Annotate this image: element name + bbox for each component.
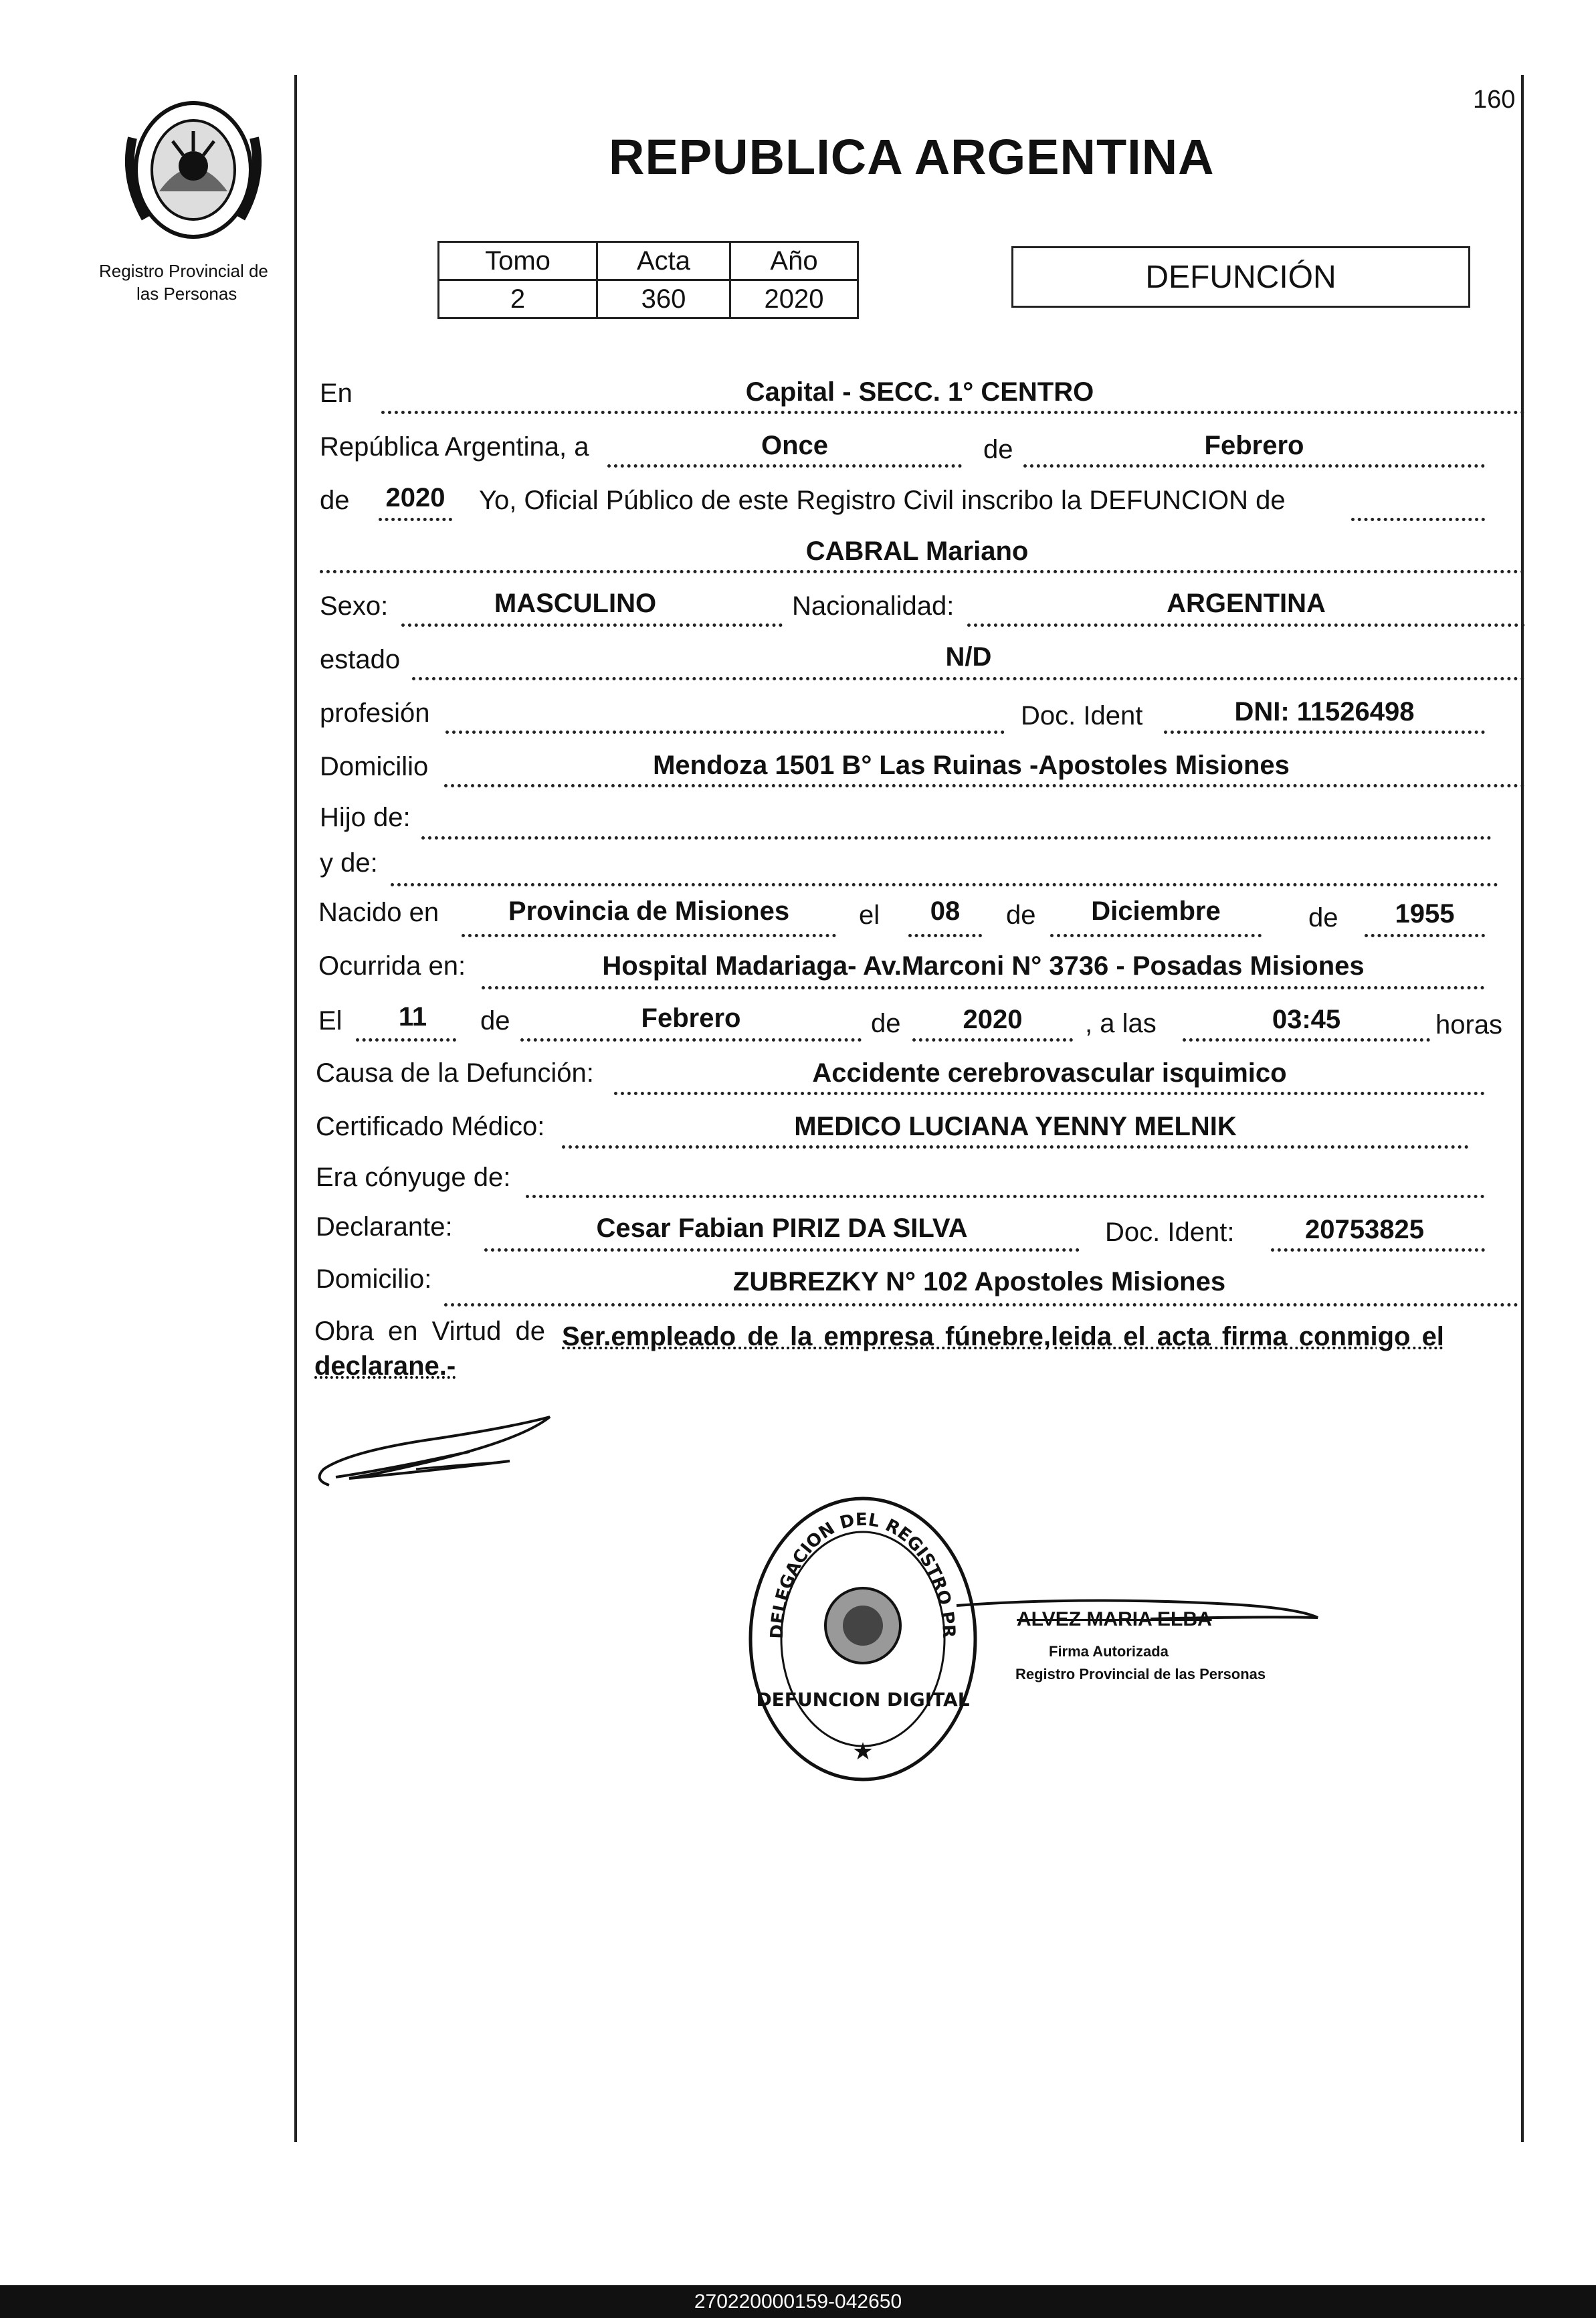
value-causa: Accidente cerebrovascular isquimico <box>812 1058 1287 1088</box>
value-lugar: Capital - SECC. 1° CENTRO <box>745 377 1094 407</box>
dots-estado <box>412 677 1525 680</box>
label-de-2: de <box>320 486 350 515</box>
dots-declarante-domicilio <box>444 1303 1518 1307</box>
dots-hijo-de <box>421 836 1492 840</box>
record-table <box>437 241 859 319</box>
value-estado: N/D <box>945 642 992 672</box>
dots-anio-inscripcion <box>379 518 452 521</box>
dots-conyuge <box>526 1195 1485 1198</box>
value-fallecido: CABRAL Mariano <box>805 537 1029 566</box>
dots-fallec-hora <box>1183 1038 1430 1042</box>
value-nacionalidad: ARGENTINA <box>1167 589 1326 618</box>
value-obra-linea1: Ser.empleado de la empresa fúnebre,leida el acta firma conmigo el <box>562 1322 1444 1351</box>
dots-profesion <box>445 731 1005 734</box>
label-obra: Obra en Virtud de <box>314 1317 546 1346</box>
document-title: REPUBLICA ARGENTINA <box>609 129 1215 185</box>
label-horas: horas <box>1435 1010 1503 1040</box>
dots-oficial-end <box>1351 518 1485 521</box>
label-ocurrida-en: Ocurrida en: <box>318 951 466 981</box>
dots-nacionalidad <box>967 623 1525 627</box>
official-org: Registro Provincial de las Personas <box>1015 1666 1266 1682</box>
value-domicilio: Mendoza 1501 B° Las Ruinas -Apostoles Misiones <box>653 751 1290 780</box>
stamp-outer-text: DELEGACION DEL REGISTRO PR <box>767 1509 959 1640</box>
dots-dia-inscripcion <box>607 464 962 468</box>
label-el: el <box>859 900 880 930</box>
value-nacido-en: Provincia de Misiones <box>508 896 790 926</box>
dots-declarante-doc <box>1271 1248 1485 1252</box>
dots-fallec-anio <box>912 1038 1073 1042</box>
value-obra-linea2: declarane.- <box>314 1351 456 1381</box>
left-margin-line <box>294 75 297 2142</box>
value-nacido-anio: 1955 <box>1395 899 1455 929</box>
province-crest-logo <box>119 91 268 245</box>
value-declarante-doc: 20753825 <box>1305 1215 1424 1244</box>
value-fallec-anio: 2020 <box>963 1005 1023 1034</box>
label-certificado: Certificado Médico: <box>316 1112 545 1141</box>
dots-certificado <box>562 1145 1469 1149</box>
stamp-inner-text: DEFUNCION DIGITAL <box>756 1688 970 1711</box>
value-dia-inscripcion: Once <box>761 431 829 460</box>
value-fallec-mes: Febrero <box>641 1003 741 1033</box>
label-a-las: , a las <box>1085 1009 1157 1038</box>
label-doc-ident: Doc. Ident <box>1021 701 1143 731</box>
dots-doc-ident <box>1164 731 1485 734</box>
label-de-6: de <box>871 1009 901 1038</box>
value-sexo: MASCULINO <box>494 589 657 618</box>
logo-caption-line2: las Personas <box>136 284 237 304</box>
record-type-box: DEFUNCIÓN <box>1011 246 1470 308</box>
dots-nacido-en <box>462 934 836 937</box>
value-declarante: Cesar Fabian PIRIZ DA SILVA <box>596 1214 968 1243</box>
anio-header: Año <box>730 242 858 280</box>
value-ocurrida-en: Hospital Madariaga- Av.Marconi N° 3736 - Posadas Misiones <box>602 951 1365 981</box>
dots-nacido-dia <box>908 934 982 937</box>
svg-text:★: ★ <box>852 1738 874 1765</box>
label-declarante: Declarante: <box>316 1212 453 1242</box>
logo-caption-line1: Registro Provincial de <box>99 261 268 281</box>
label-estado: estado <box>320 645 401 674</box>
dots-domicilio <box>444 784 1525 787</box>
right-margin-line <box>1521 75 1524 2142</box>
acta-header: Acta <box>597 242 730 280</box>
value-certificado: MEDICO LUCIANA YENNY MELNIK <box>794 1112 1237 1141</box>
dots-declarante <box>484 1248 1080 1252</box>
label-de-4: de <box>1308 903 1338 933</box>
value-nacido-dia: 08 <box>930 896 961 926</box>
label-republica-a: República Argentina, a <box>320 432 589 462</box>
tomo-header: Tomo <box>439 242 597 280</box>
label-causa: Causa de la Defunción: <box>316 1058 594 1088</box>
label-conyuge: Era cónyuge de: <box>316 1163 511 1192</box>
label-domicilio: Domicilio <box>320 752 429 781</box>
acta-value: 360 <box>597 280 730 318</box>
label-hijo-de: Hijo de: <box>320 803 411 832</box>
dots-causa <box>614 1092 1485 1095</box>
dots-lugar <box>381 411 1525 414</box>
label-nacido-en: Nacido en <box>318 898 439 927</box>
dots-sexo <box>401 623 783 627</box>
dots-nacido-anio <box>1365 934 1485 937</box>
value-mes-inscripcion: Febrero <box>1204 431 1304 460</box>
label-oficial-text: Yo, Oficial Público de este Registro Civil inscribo la DEFUNCION de <box>479 486 1286 515</box>
official-name: ALVEZ MARIA ELBA <box>1017 1608 1212 1630</box>
value-declarante-domicilio: ZUBREZKY N° 102 Apostoles Misiones <box>732 1267 1226 1296</box>
label-profesion: profesión <box>320 698 430 728</box>
label-y-de: y de: <box>320 848 378 878</box>
dots-fallecido <box>320 570 1525 573</box>
dots-fallec-dia <box>356 1038 456 1042</box>
value-anio-inscripcion: 2020 <box>385 483 445 512</box>
label-de-3: de <box>1006 900 1036 930</box>
page-number: 160 <box>1473 86 1516 114</box>
anio-value: 2020 <box>730 280 858 318</box>
official-role: Firma Autorizada <box>1049 1643 1169 1660</box>
label-nacionalidad: Nacionalidad: <box>792 591 955 621</box>
label-domicilio-2: Domicilio: <box>316 1264 432 1294</box>
value-fallec-hora: 03:45 <box>1272 1005 1341 1034</box>
label-en: En <box>320 379 353 408</box>
label-el-upper: El <box>318 1006 342 1036</box>
dots-y-de <box>391 883 1498 886</box>
dots-mes-inscripcion <box>1023 464 1485 468</box>
value-nacido-mes: Diciembre <box>1091 896 1221 926</box>
dots-fallec-mes <box>520 1038 862 1042</box>
dots-ocurrida-en <box>482 986 1485 989</box>
value-doc-ident: DNI: 11526498 <box>1234 697 1415 727</box>
footer-code: 270220000159-042650 <box>0 2285 1596 2318</box>
label-de-5: de <box>480 1006 510 1036</box>
label-doc-ident-2: Doc. Ident: <box>1105 1218 1235 1247</box>
value-fallec-dia: 11 <box>398 1002 427 1032</box>
label-sexo: Sexo: <box>320 591 389 621</box>
dots-nacido-mes <box>1050 934 1262 937</box>
declarant-signature <box>309 1405 563 1505</box>
label-de-1: de <box>983 435 1013 464</box>
tomo-value: 2 <box>439 280 597 318</box>
official-stamp <box>742 1492 983 1786</box>
